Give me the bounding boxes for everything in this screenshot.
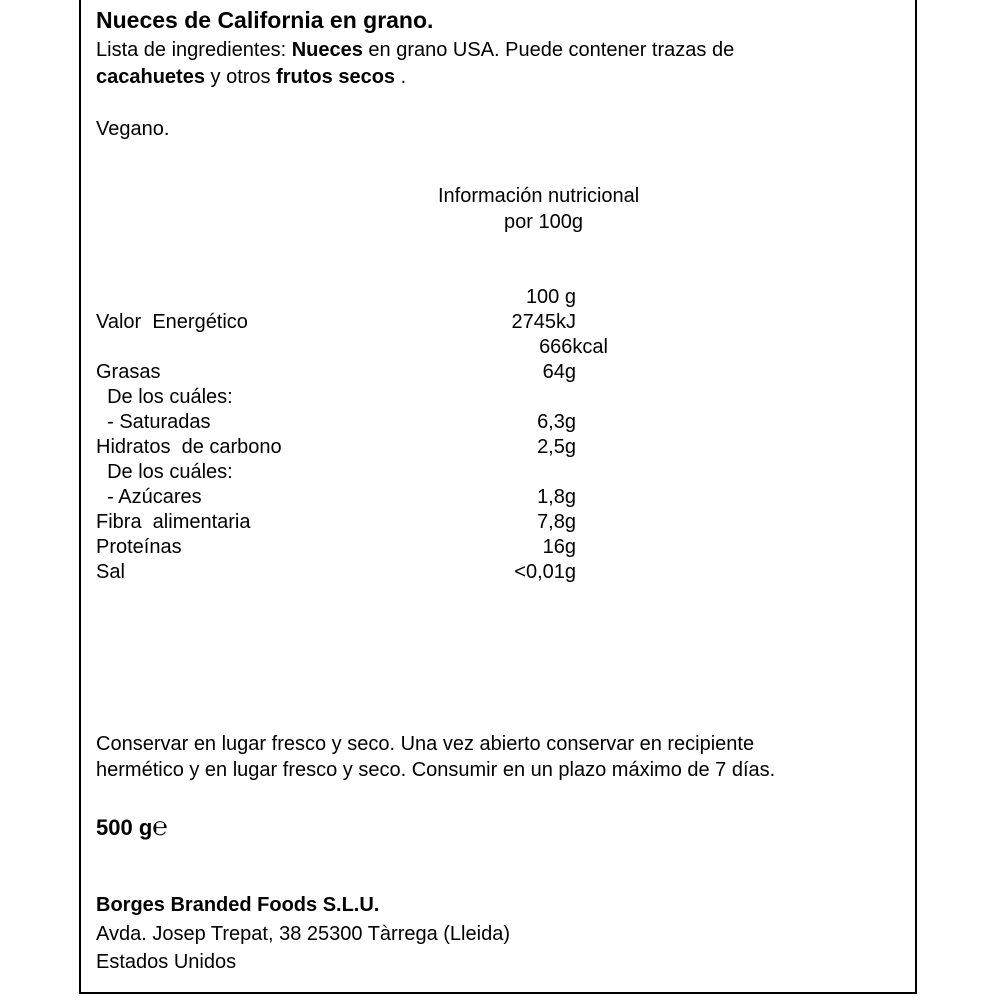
nutrition-row-label: - Saturadas xyxy=(96,411,211,433)
storage-instructions-line-2: hermético y en lugar fresco y seco. Consumir en un plazo máximo de 7 días. xyxy=(96,759,776,781)
allergen-nuts: frutos secos xyxy=(276,66,396,88)
nutrition-column-header: 100 g xyxy=(525,286,576,308)
nutrition-row-value: <0,01g xyxy=(514,561,576,583)
ingredients-end: . xyxy=(395,66,407,88)
nutrition-row-value: 16g xyxy=(542,536,576,558)
manufacturer-address: Avda. Josep Trepat, 38 25300 Tàrrega (Lleida) xyxy=(96,923,510,945)
nutrition-row-value: 1,8g xyxy=(537,486,576,508)
nutrition-row-value: 6,3g xyxy=(537,411,576,433)
ingredients-line-1 xyxy=(96,38,734,62)
nutrition-row-value: 2745kJ xyxy=(511,311,576,333)
net-weight-value: 500 g xyxy=(96,815,153,840)
nutrition-row-label: Hidratos de carbono xyxy=(96,436,282,458)
ingredients-line-2 xyxy=(96,65,406,89)
nutrition-row-value: 666kcal xyxy=(539,336,608,358)
storage-instructions-line-1: Conservar en lugar fresco y seco. Una vez abierto conservar en recipiente xyxy=(96,733,755,755)
allergen-peanuts: cacahuetes xyxy=(96,66,205,88)
nutrition-row-label: Proteínas xyxy=(96,536,182,558)
nutrition-heading: Información nutricional xyxy=(438,185,640,207)
nutrition-row-label: Grasas xyxy=(96,361,161,383)
nutrition-row-value: 7,8g xyxy=(537,511,576,533)
nutrition-row-label: Fibra alimentaria xyxy=(96,511,251,533)
net-weight xyxy=(96,813,168,841)
nutrition-row-label: Valor Energético xyxy=(96,311,248,333)
diet-label: Vegano. xyxy=(96,118,170,140)
ingredients-prefix: Lista de ingredientes: xyxy=(96,39,292,61)
nutrition-row-label: De los cuáles: xyxy=(96,461,233,483)
nutrition-row-label: De los cuáles: xyxy=(96,386,233,408)
product-title: Nueces de California en grano. xyxy=(96,7,434,33)
nutrition-row-value: 64g xyxy=(542,361,576,383)
ingredients-text-1: en grano USA. Puede contener trazas de xyxy=(362,39,735,61)
nutrition-row-label: - Azúcares xyxy=(96,486,202,508)
manufacturer-name: Borges Branded Foods S.L.U. xyxy=(96,894,380,916)
nutrition-row-value: 2,5g xyxy=(537,436,576,458)
ingredients-text-2: y otros xyxy=(204,66,277,88)
estimated-sign-icon: ℮ xyxy=(152,811,168,841)
nutrition-subheading: por 100g xyxy=(504,211,583,233)
manufacturer-country: Estados Unidos xyxy=(96,951,237,973)
ingredient-walnuts: Nueces xyxy=(291,39,363,61)
nutrition-row-label: Sal xyxy=(96,561,125,583)
